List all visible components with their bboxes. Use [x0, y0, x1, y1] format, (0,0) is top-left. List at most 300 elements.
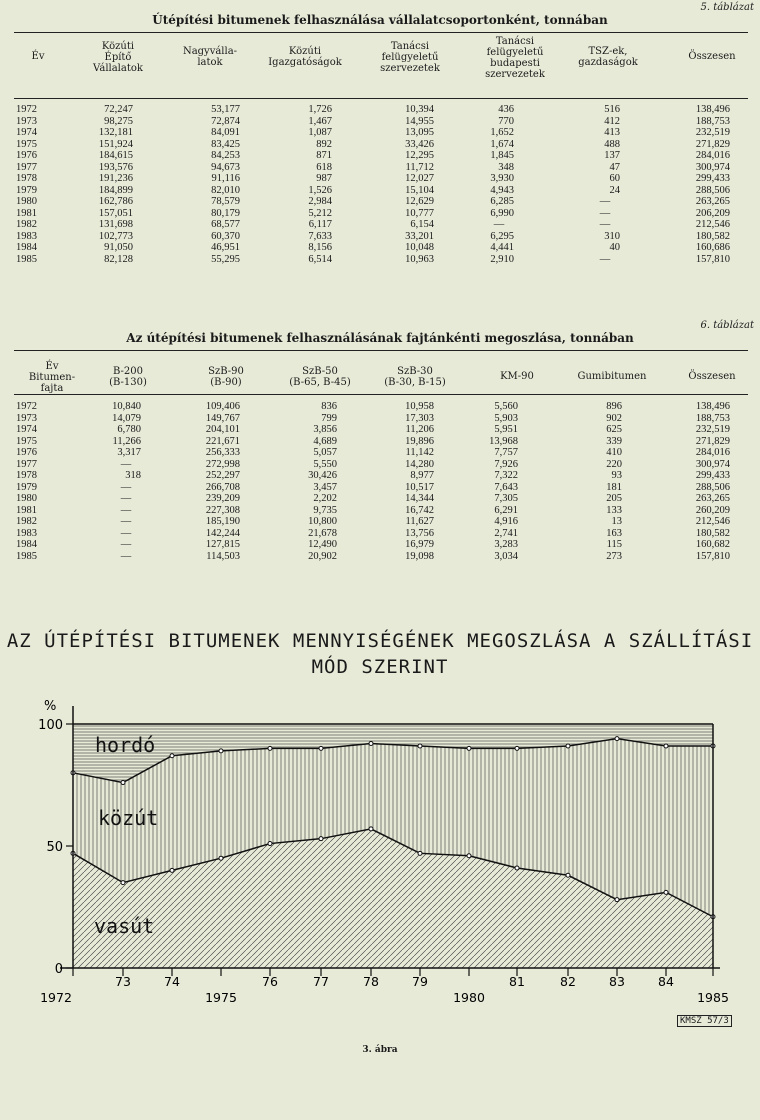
value-cell: 188,753 — [695, 115, 730, 127]
value-cell: 11,712 — [405, 161, 434, 173]
value-cell: 12,295 — [405, 150, 434, 161]
value-cell: 770 — [498, 115, 514, 127]
value-cell: 212,546 — [695, 516, 730, 527]
table6-col-header-line: SzB-50 — [302, 366, 338, 377]
value-cell: 132,181 — [98, 127, 133, 138]
value-cell: 10,777 — [405, 207, 434, 219]
year-cell: 1975 — [16, 435, 37, 447]
year-cell: 1984 — [16, 539, 37, 550]
x-tick-label: 84 — [658, 974, 674, 989]
table-row — [0, 139, 760, 151]
chart-title: AZ ÚTÉPÍTÉSI BITUMENEK MENNYISÉGÉNEK MEGOSZLÁSA A SZÁLLÍTÁSI MÓD SZERINT — [6, 630, 754, 678]
vasut-point — [418, 851, 422, 855]
value-cell: 2,910 — [490, 253, 514, 265]
table5-col-header-6 — [548, 46, 668, 68]
value-cell: 82,128 — [104, 253, 133, 265]
table6-col-header-line: KM-90 — [500, 371, 534, 382]
value-cell: 6,514 — [308, 253, 332, 265]
value-cell: 266,708 — [205, 481, 240, 493]
figure-code: KMSZ 57/3 — [677, 1015, 732, 1027]
table5-col-header-line: szervezetek — [380, 63, 440, 74]
x-tick-label: 83 — [609, 974, 625, 989]
value-cell: 15,104 — [405, 184, 434, 196]
value-cell: 318 — [125, 470, 141, 481]
value-cell: 625 — [606, 424, 622, 435]
kozut-point — [369, 742, 373, 746]
figure-caption: 3. ábra — [362, 1045, 398, 1055]
value-cell: 232,519 — [695, 127, 730, 138]
value-cell: 4,943 — [490, 184, 514, 196]
x-tick-label: 77 — [313, 974, 329, 989]
value-cell: 191,236 — [98, 173, 133, 184]
value-cell: 7,926 — [494, 458, 518, 470]
table-row — [0, 470, 760, 482]
table5-col-header-7 — [652, 51, 760, 62]
vasut-point — [664, 890, 668, 894]
vasut-point — [219, 856, 223, 860]
table-row — [0, 459, 760, 471]
table-row — [0, 482, 760, 494]
table5-col-header-3 — [245, 46, 365, 68]
value-cell: 84,091 — [211, 127, 240, 138]
value-cell: 162,786 — [98, 196, 133, 207]
value-cell: 892 — [316, 138, 332, 150]
value-cell: 4,916 — [494, 516, 518, 527]
table5-col-header-line: felügyeletű — [486, 47, 544, 58]
year-cell: 1973 — [16, 412, 37, 424]
value-cell: 300,974 — [695, 161, 730, 173]
value-cell: 138,496 — [695, 104, 730, 115]
value-cell: 72,247 — [104, 104, 133, 115]
value-cell: 180,582 — [695, 230, 730, 242]
value-cell: 114,503 — [206, 550, 240, 562]
value-cell: 348 — [498, 161, 514, 173]
value-cell: 10,800 — [308, 516, 337, 527]
table-row — [0, 185, 760, 197]
value-cell: 184,615 — [98, 150, 133, 161]
table-row — [0, 528, 760, 540]
value-cell: 181 — [606, 481, 622, 493]
year-cell: 1980 — [16, 196, 37, 207]
value-cell: 232,519 — [695, 424, 730, 435]
kozut-point — [319, 746, 323, 750]
hordo-label: hordó — [95, 733, 156, 757]
value-cell: 3,930 — [490, 173, 514, 184]
table5-header-rule — [14, 98, 748, 99]
value-cell: 13 — [611, 516, 622, 527]
value-cell: — — [599, 207, 611, 219]
table5-number: 5. táblázat — [700, 2, 754, 13]
value-cell: 6,117 — [308, 219, 332, 230]
value-cell: 220 — [606, 458, 622, 470]
value-cell: — — [120, 481, 132, 493]
value-cell: 799 — [321, 412, 337, 424]
table-row — [0, 424, 760, 436]
table6-col-header-line: SzB-30 — [397, 366, 433, 377]
table6-col-header-line: Összesen — [688, 371, 736, 382]
value-cell: 339 — [606, 435, 622, 447]
value-cell: 33,426 — [405, 138, 434, 150]
value-cell: 6,285 — [490, 196, 514, 207]
value-cell: 205 — [606, 493, 622, 504]
value-cell: 137 — [604, 150, 620, 161]
value-cell: 436 — [498, 104, 514, 115]
table-row — [0, 539, 760, 551]
value-cell: 10,958 — [405, 401, 434, 412]
y-tick-label: 0 — [54, 962, 63, 977]
vasut-point — [369, 827, 373, 831]
value-cell: 263,265 — [695, 493, 730, 504]
year-cell: 1981 — [16, 504, 37, 516]
value-cell: 288,506 — [695, 184, 730, 196]
value-cell: 10,517 — [405, 481, 434, 493]
year-cell: 1982 — [16, 516, 37, 527]
value-cell: 133 — [606, 504, 622, 516]
table6-title: Az útépítési bitumenek felhasználásának fajtánkénti megoszlása, tonnában — [126, 331, 634, 345]
value-cell: 3,856 — [313, 424, 337, 435]
value-cell: — — [120, 493, 132, 504]
y-tick-label: 100 — [38, 718, 63, 733]
value-cell: 1,845 — [490, 150, 514, 161]
value-cell: 288,506 — [695, 481, 730, 493]
table6-col-header-line: (B-130) — [109, 377, 147, 388]
table-row — [0, 104, 760, 116]
table-row — [0, 551, 760, 563]
value-cell: 8,977 — [410, 470, 434, 481]
value-cell: 60 — [609, 173, 620, 184]
value-cell: 1,087 — [308, 127, 332, 138]
value-cell: 19,896 — [405, 435, 434, 447]
value-cell: 6,990 — [490, 207, 514, 219]
table-row — [0, 413, 760, 425]
value-cell: 13,968 — [489, 435, 518, 447]
value-cell: 300,974 — [695, 458, 730, 470]
value-cell: 263,265 — [695, 196, 730, 207]
value-cell: — — [120, 504, 132, 516]
table5-col-header-line: gazdaságok — [578, 57, 638, 68]
table5-col-header-line: Közúti — [288, 46, 322, 57]
table5-col-header-line: szervezetek — [485, 69, 545, 80]
value-cell: 299,433 — [695, 173, 730, 184]
year-cell: 1983 — [16, 230, 37, 242]
year-cell: 1977 — [16, 458, 37, 470]
value-cell: 3,283 — [494, 539, 518, 550]
table-row — [0, 505, 760, 517]
year-cell: 1981 — [16, 207, 37, 219]
value-cell: 5,057 — [313, 447, 337, 458]
year-cell: 1984 — [16, 242, 37, 253]
year-cell: 1980 — [16, 493, 37, 504]
table6-col-header-line: Bitumen- — [28, 372, 76, 383]
value-cell: 17,303 — [405, 412, 434, 424]
year-cell: 1976 — [16, 150, 37, 161]
value-cell: 6,154 — [410, 219, 434, 230]
value-cell: 5,903 — [494, 412, 518, 424]
kozut-point — [170, 754, 174, 758]
year-cell: 1974 — [16, 424, 37, 435]
value-cell: 204,101 — [205, 424, 240, 435]
kozut-point — [615, 737, 619, 741]
value-cell: 16,742 — [405, 504, 434, 516]
value-cell: 212,546 — [695, 219, 730, 230]
value-cell: 7,757 — [494, 447, 518, 458]
table5-title: Útépítési bitumenek felhasználása vállalatcsoportonként, tonnában — [152, 13, 608, 27]
value-cell: 1,726 — [308, 104, 332, 115]
value-cell: 1,652 — [490, 127, 514, 138]
value-cell: 836 — [321, 401, 337, 412]
table-row — [0, 127, 760, 139]
kozut-point — [121, 781, 125, 785]
value-cell: 84,253 — [211, 150, 240, 161]
vasut-point — [467, 854, 471, 858]
x-tick-label: 1972 — [40, 990, 72, 1005]
table5-col-header-4 — [350, 41, 470, 74]
value-cell: 7,643 — [494, 481, 518, 493]
value-cell: 271,829 — [695, 138, 730, 150]
value-cell: 5,212 — [308, 207, 332, 219]
table-row — [0, 254, 760, 266]
value-cell: 193,576 — [98, 161, 133, 173]
value-cell: — — [120, 527, 132, 539]
value-cell: 184,899 — [98, 184, 133, 196]
value-cell: — — [120, 539, 132, 550]
kozut-point — [566, 744, 570, 748]
year-cell: 1978 — [16, 173, 37, 184]
kozut-point — [418, 744, 422, 748]
x-tick-label: 78 — [363, 974, 379, 989]
year-cell: 1976 — [16, 447, 37, 458]
value-cell: 91,050 — [104, 242, 133, 253]
value-cell: 83,425 — [211, 138, 240, 150]
value-cell: 5,560 — [494, 401, 518, 412]
table-row — [0, 231, 760, 243]
value-cell: 157,051 — [98, 207, 133, 219]
value-cell: 160,682 — [695, 539, 730, 550]
value-cell: 6,295 — [490, 230, 514, 242]
year-cell: 1985 — [16, 550, 37, 562]
value-cell: — — [120, 550, 132, 562]
x-tick-label: 74 — [164, 974, 180, 989]
table6-col-header-line: fajta — [40, 383, 64, 394]
x-tick-label: 1975 — [205, 990, 237, 1005]
value-cell: 7,633 — [308, 230, 332, 242]
value-cell: 149,767 — [205, 412, 240, 424]
value-cell: 14,955 — [405, 115, 434, 127]
table6-col-header-line: Év — [45, 361, 59, 372]
vasut-point — [268, 842, 272, 846]
table6-col-header-line: SzB-90 — [208, 366, 244, 377]
vasut-point — [319, 837, 323, 841]
value-cell: — — [493, 219, 505, 230]
year-cell: 1974 — [16, 127, 37, 138]
table5-top-rule — [14, 32, 748, 33]
value-cell: 11,266 — [112, 435, 141, 447]
value-cell: 516 — [604, 104, 620, 115]
value-cell: 11,206 — [405, 424, 434, 435]
value-cell: 68,577 — [211, 219, 240, 230]
value-cell: 987 — [316, 173, 332, 184]
value-cell: 60,370 — [211, 230, 240, 242]
table-row — [0, 447, 760, 459]
value-cell: 14,079 — [112, 412, 141, 424]
value-cell: 142,244 — [205, 527, 240, 539]
value-cell: 13,756 — [405, 527, 434, 539]
year-cell: 1977 — [16, 161, 37, 173]
value-cell: 30,426 — [308, 470, 337, 481]
table5-col-header-line: Év — [31, 51, 45, 62]
vasut-point — [515, 866, 519, 870]
value-cell: — — [120, 458, 132, 470]
value-cell: 98,275 — [104, 115, 133, 127]
value-cell: 10,048 — [405, 242, 434, 253]
vasut-point — [615, 898, 619, 902]
value-cell: — — [599, 219, 611, 230]
value-cell: 2,741 — [494, 527, 518, 539]
year-cell: 1978 — [16, 470, 37, 481]
value-cell: 7,305 — [494, 493, 518, 504]
value-cell: 78,579 — [211, 196, 240, 207]
kozut-point — [467, 746, 471, 750]
table-row — [0, 493, 760, 505]
table6-header-rule — [14, 394, 748, 395]
value-cell: 272,998 — [205, 458, 240, 470]
value-cell: 163 — [606, 527, 622, 539]
table6-col-header-line: B-200 — [113, 366, 143, 377]
table-row — [0, 173, 760, 185]
table5-col-header-line: TSZ-ek, — [588, 46, 628, 57]
value-cell: 260,209 — [695, 504, 730, 516]
vasut-point — [170, 868, 174, 872]
value-cell: 413 — [604, 127, 620, 138]
value-cell: 1,467 — [308, 115, 332, 127]
vasut-label: vasút — [94, 914, 155, 938]
value-cell: 6,780 — [117, 424, 141, 435]
value-cell: 127,815 — [205, 539, 240, 550]
table6-col-header-7 — [652, 371, 760, 382]
value-cell: 221,671 — [205, 435, 240, 447]
value-cell: 11,627 — [405, 516, 434, 527]
value-cell: 256,333 — [205, 447, 240, 458]
x-tick-label: 79 — [412, 974, 428, 989]
value-cell: 12,027 — [405, 173, 434, 184]
value-cell: 2,984 — [308, 196, 332, 207]
table5-col-header-line: Összesen — [688, 51, 736, 62]
year-cell: 1982 — [16, 219, 37, 230]
year-cell: 1979 — [16, 481, 37, 493]
value-cell: 4,441 — [490, 242, 514, 253]
value-cell: 14,280 — [405, 458, 434, 470]
kozut-point — [515, 746, 519, 750]
value-cell: 6,291 — [494, 504, 518, 516]
value-cell: 4,689 — [313, 435, 337, 447]
x-tick-label: 1980 — [453, 990, 485, 1005]
table-row — [0, 162, 760, 174]
value-cell: 5,951 — [494, 424, 518, 435]
value-cell: 53,177 — [211, 104, 240, 115]
x-tick-label: 76 — [262, 974, 278, 989]
table5-col-header-line: Építő — [104, 52, 132, 63]
value-cell: 252,297 — [205, 470, 240, 481]
value-cell: 91,116 — [211, 173, 240, 184]
value-cell: 14,344 — [405, 493, 434, 504]
value-cell: 299,433 — [695, 470, 730, 481]
value-cell: 180,582 — [695, 527, 730, 539]
year-cell: 1973 — [16, 115, 37, 127]
value-cell: 185,190 — [205, 516, 240, 527]
value-cell: 902 — [606, 412, 622, 424]
x-tick-label: 1985 — [697, 990, 729, 1005]
value-cell: 310 — [604, 230, 620, 242]
table5-col-header-line: Igazgatóságok — [268, 57, 342, 68]
vasut-point — [566, 873, 570, 877]
value-cell: 618 — [316, 161, 332, 173]
year-cell: 1975 — [16, 138, 37, 150]
value-cell: 131,698 — [98, 219, 133, 230]
value-cell: 10,394 — [405, 104, 434, 115]
value-cell: 93 — [611, 470, 622, 481]
table5-col-header-line: budapesti — [490, 58, 540, 69]
value-cell: 138,496 — [695, 401, 730, 412]
value-cell: 24 — [609, 184, 620, 196]
table6-top-rule — [14, 350, 748, 351]
value-cell: 151,924 — [98, 138, 133, 150]
value-cell: 55,295 — [211, 253, 240, 265]
value-cell: 10,840 — [112, 401, 141, 412]
value-cell: 160,686 — [695, 242, 730, 253]
value-cell: — — [120, 516, 132, 527]
table5-col-header-line: felügyeletű — [381, 52, 439, 63]
value-cell: 115 — [606, 539, 622, 550]
value-cell: 21,678 — [308, 527, 337, 539]
value-cell: 8,156 — [308, 242, 332, 253]
value-cell: 271,829 — [695, 435, 730, 447]
x-tick-label: 82 — [560, 974, 576, 989]
value-cell: 239,209 — [205, 493, 240, 504]
value-cell: 3,317 — [117, 447, 141, 458]
value-cell: 11,142 — [405, 447, 434, 458]
table-row — [0, 116, 760, 128]
value-cell: 9,735 — [313, 504, 337, 516]
value-cell: 206,209 — [695, 207, 730, 219]
table-row — [0, 242, 760, 254]
value-cell: 12,629 — [405, 196, 434, 207]
table5-col-header-line: Nagyválla- — [182, 46, 238, 57]
table-row — [0, 436, 760, 448]
year-cell: 1972 — [16, 104, 37, 115]
table6-col-header-line: (B-30, B-15) — [384, 377, 446, 388]
year-cell: 1983 — [16, 527, 37, 539]
value-cell: 72,874 — [211, 115, 240, 127]
y-axis-label: % — [44, 699, 57, 714]
kozut-label: közút — [98, 806, 159, 830]
value-cell: 47 — [609, 161, 620, 173]
value-cell: 109,406 — [205, 401, 240, 412]
value-cell: 46,951 — [211, 242, 240, 253]
value-cell: 157,810 — [695, 550, 730, 562]
x-tick-label: 73 — [115, 974, 131, 989]
value-cell: 488 — [604, 138, 620, 150]
value-cell: 20,902 — [308, 550, 337, 562]
value-cell: 13,095 — [405, 127, 434, 138]
table-row — [0, 150, 760, 162]
value-cell: 284,016 — [695, 447, 730, 458]
kozut-point — [268, 746, 272, 750]
table-row — [0, 196, 760, 208]
value-cell: 40 — [609, 242, 620, 253]
kozut-point — [219, 749, 223, 753]
y-tick-label: 50 — [46, 840, 63, 855]
table5-col-header-line: Tanácsi — [390, 41, 430, 52]
